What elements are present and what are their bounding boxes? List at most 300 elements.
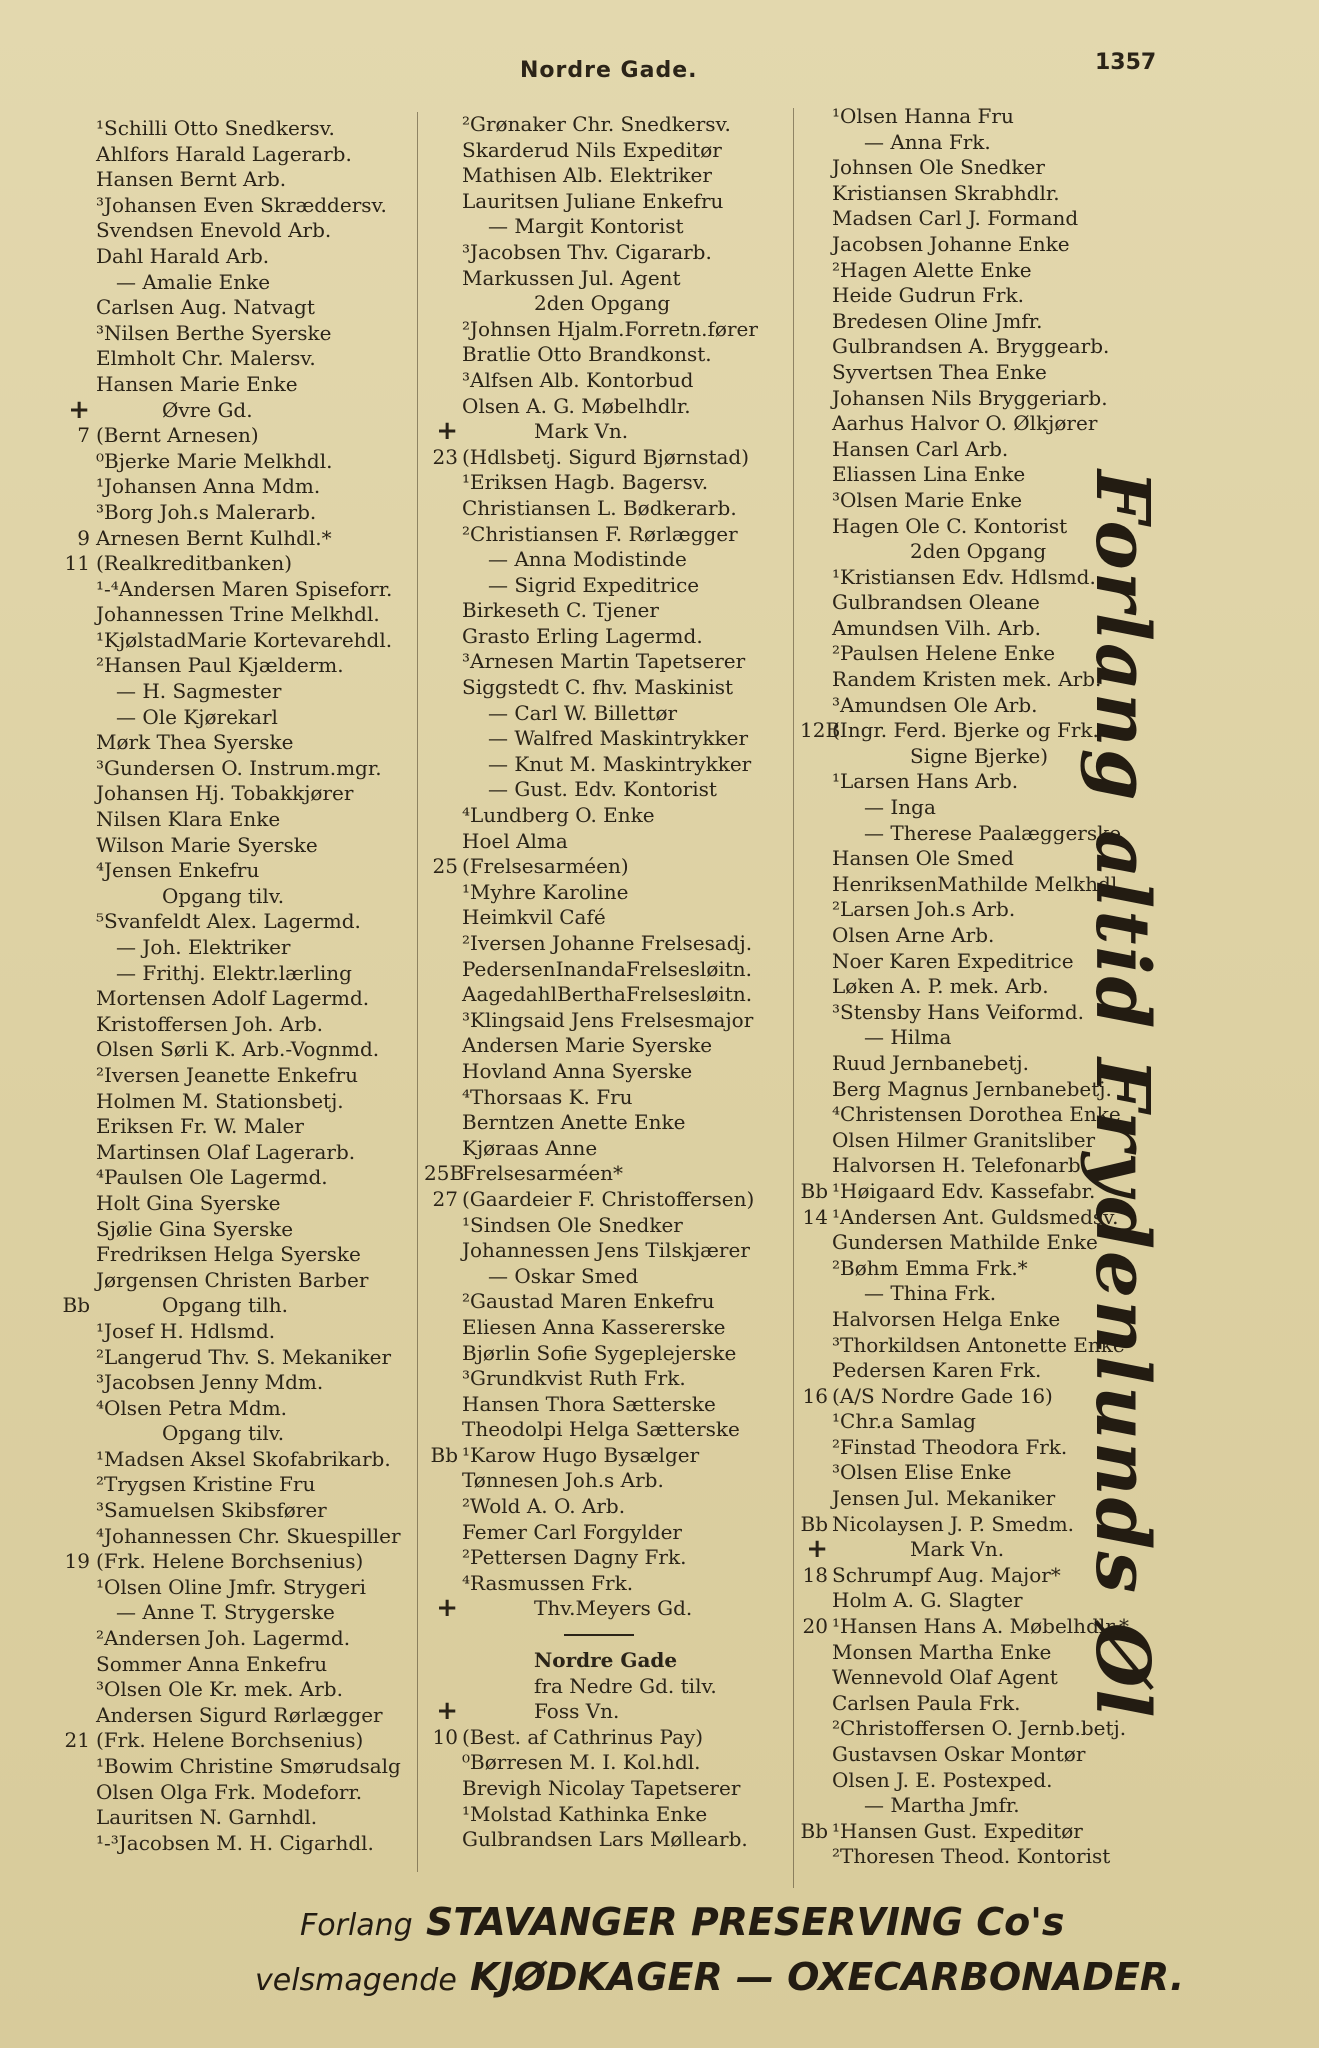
entry-text: Opgang tilv. (162, 883, 285, 908)
entry-text: ²Iversen Johanne Frelsesadj. (462, 931, 753, 955)
entry-text: Jacobsen Johanne Enke (832, 231, 1070, 256)
entry-text: Hansen Bernt Arb. (96, 167, 287, 192)
directory-entry (52, 167, 442, 193)
directory-entry (52, 935, 442, 961)
directory-entry (52, 1012, 442, 1038)
entry-text: Mark Vn. (534, 419, 629, 444)
directory-entry (52, 1037, 442, 1063)
entry-text: — Anna Frk. (864, 129, 991, 154)
directory-entry (424, 1520, 824, 1546)
entry-text: Jørgensen Christen Barber (96, 1267, 369, 1292)
directory-entry (424, 1545, 824, 1571)
entry-text: ³Stensby Hans Veiformd. (832, 999, 1085, 1024)
entry-text: ⁴Johannessen Chr. Skuespiller (96, 1523, 401, 1548)
entry-text: Markussen Jul. Agent (462, 265, 681, 290)
directory-entry (52, 1370, 442, 1396)
house-number: 25B (424, 1161, 465, 1186)
ad-prefix: Forlang (300, 1908, 413, 1943)
entry-text: — Amalie Enke (116, 269, 271, 294)
entry-text: (Ingr. Ferd. Bjerke og Frk. (832, 718, 1099, 743)
entry-text: ²Andersen Joh. Lagermd. (96, 1626, 351, 1651)
directory-entry (424, 1417, 824, 1443)
entry-text: — Martha Jmfr. (864, 1793, 1020, 1818)
entry-text: ³Arnesen Martin Tapetserer (462, 649, 746, 674)
entry-text: Halvorsen H. Telefonarb. (832, 1153, 1087, 1178)
directory-entry (424, 416, 824, 447)
directory-entry (800, 155, 1180, 181)
house-number: 7 (77, 423, 90, 448)
entry-text: ³Gundersen O. Instrum.mgr. (96, 755, 382, 780)
entry-text: — Therese Paalæggerske (864, 820, 1122, 845)
directory-entry (52, 244, 442, 270)
entry-text: Olsen Sørli K. Arb.-Vognmd. (96, 1037, 380, 1062)
directory-entry (52, 449, 442, 475)
directory-entry (52, 295, 442, 321)
directory-entry (424, 1264, 824, 1290)
entry-text: Hansen Thora Sætterske (462, 1391, 716, 1416)
directory-entry (424, 1776, 824, 1802)
directory-entry (424, 803, 824, 829)
entry-text: Andersen Marie Syerske (462, 1033, 713, 1058)
directory-entry (52, 1268, 442, 1294)
directory-entry (424, 905, 824, 931)
directory-entry (424, 163, 824, 189)
entry-text: Holmen M. Stationsbetj. (96, 1088, 344, 1113)
entry-text: Mortensen Adolf Lagermd. (96, 986, 370, 1011)
entry-text: Eliassen Lina Enke (832, 462, 1026, 487)
entry-text: Johannessen Trine Melkhdl. (96, 602, 380, 627)
directory-entry (52, 1396, 442, 1422)
ad-main-text: KJØDKAGER — OXECARBONADER. (470, 1955, 1185, 1999)
entry-text: ²Wold A. O. Arb. (462, 1494, 626, 1519)
entry-text: Amundsen Vilh. Arb. (832, 615, 1041, 640)
directory-entry (52, 1293, 442, 1319)
ad-prefix: velsmagende (255, 1963, 457, 1998)
entry-text: Johansen Nils Bryggeriarb. (832, 385, 1108, 410)
directory-entry (424, 1750, 824, 1776)
entry-text: (Best. af Cathrinus Pay) (462, 1724, 704, 1749)
directory-entry (52, 1703, 442, 1729)
entry-text: Hansen Marie Enke (96, 371, 298, 396)
entry-text: Syvertsen Thea Enke (832, 359, 1047, 384)
directory-entry (424, 138, 824, 164)
entry-text: ²Thoresen Theod. Kontorist (832, 1844, 1111, 1869)
entry-text: Madsen Carl J. Formand (832, 206, 1079, 231)
entry-text: Olsen Hilmer Granitsliber (832, 1127, 1096, 1152)
entry-text: Berntzen Anette Enke (462, 1110, 686, 1135)
ad-main-text: STAVANGER PRESERVING Co's (425, 1900, 1065, 1944)
entry-text: ³Thorkildsen Antonette Enke (832, 1332, 1125, 1357)
entry-text: Hansen Ole Smed (832, 846, 1014, 871)
house-number: 9 (77, 525, 90, 550)
directory-column-1 (52, 116, 442, 1856)
entry-text: (Frk. Helene Borchsenius) (96, 1549, 364, 1574)
directory-entry (52, 1472, 442, 1498)
entry-text: ³Samuelsen Skibsfører (96, 1498, 327, 1523)
entry-text: Gundersen Mathilde Enke (832, 1230, 1098, 1255)
directory-entry (52, 1575, 442, 1601)
entry-text: Ahlfors Harald Lagerarb. (96, 141, 352, 166)
entry-text: ²Paulsen Helene Enke (832, 641, 1056, 666)
entry-text: Halvorsen Helga Enke (832, 1306, 1061, 1331)
directory-entry (52, 193, 442, 219)
directory-entry (424, 291, 824, 317)
directory-entry (52, 1754, 442, 1780)
entry-text: Christiansen L. Bødkerarb. (462, 495, 737, 520)
directory-entry (424, 649, 824, 675)
directory-entry (52, 1191, 442, 1217)
entry-text: Andersen Sigurd Rørlægger (96, 1702, 383, 1727)
entry-text: Sjølie Gina Syerske (96, 1216, 294, 1241)
entry-text: ¹Hansen Hans A. Møbelhdlr.* (832, 1614, 1129, 1639)
entry-text: Kristiansen Skrabhdlr. (832, 180, 1060, 205)
directory-entry (52, 705, 442, 731)
directory-entry (424, 1443, 824, 1469)
directory-entry (52, 1242, 442, 1268)
house-number: 21 (64, 1728, 90, 1753)
directory-entry (800, 1716, 1180, 1742)
house-number: 19 (64, 1549, 90, 1574)
directory-entry (424, 496, 824, 522)
vertical-advertisement: Forlang altid Frydenlunds Øl (1079, 470, 1165, 1720)
entry-text: (Frk. Helene Borchsenius) (96, 1728, 364, 1753)
entry-text: ⁴Lundberg O. Enke (462, 803, 655, 828)
entry-text: Brevigh Nicolay Tapetserer (462, 1776, 741, 1800)
directory-entry (424, 1725, 824, 1751)
entry-text: — Sigrid Expeditrice (488, 572, 700, 597)
directory-entry (424, 854, 824, 880)
directory-entry (424, 1238, 824, 1264)
entry-text: ¹Johansen Anna Mdm. (96, 474, 321, 499)
directory-entry (52, 1600, 442, 1626)
directory-entry (52, 372, 442, 398)
directory-entry (424, 624, 824, 650)
directory-entry (424, 240, 824, 266)
directory-entry (52, 577, 442, 603)
directory-entry (52, 1114, 442, 1140)
directory-entry (424, 214, 824, 240)
directory-entry (424, 1136, 824, 1162)
entry-text: ¹Madsen Aksel Skofabrikarb. (96, 1446, 391, 1471)
directory-entry (52, 679, 442, 705)
entry-text: Lauritsen Juliane Enkefru (462, 188, 724, 213)
entry-text: Øvre Gd. (162, 397, 253, 422)
entry-text: ⁴Jensen Enkefru (96, 858, 260, 883)
entry-text: — Oskar Smed (488, 1263, 639, 1288)
house-number: Bb (800, 1818, 828, 1843)
directory-entry (52, 1677, 442, 1703)
entry-text: Olsen Olga Frk. Modeforr. (96, 1779, 363, 1804)
directory-entry (52, 1140, 442, 1166)
entry-text: ³Olsen Marie Enke (832, 487, 1023, 512)
entry-text: Fredriksen Helga Syerske (96, 1242, 361, 1267)
entry-text: — Gust. Edv. Kontorist (488, 777, 717, 802)
directory-entry (424, 522, 824, 548)
entry-text: Holt Gina Syerske (96, 1190, 281, 1215)
house-number: 27 (432, 1186, 458, 1211)
entry-text: Olsen Arne Arb. (832, 923, 995, 947)
directory-entry (52, 909, 442, 935)
directory-entry (52, 961, 442, 987)
entry-text: — Frithj. Elektr.lærling (116, 960, 352, 985)
directory-entry (800, 386, 1180, 412)
entry-text: Birkeseth C. Tjener (462, 598, 659, 623)
directory-entry (800, 309, 1180, 335)
directory-entry (800, 206, 1180, 232)
entry-text: ¹Molstad Kathinka Enke (462, 1801, 708, 1826)
house-number: 20 (802, 1614, 828, 1639)
house-number: 11 (64, 551, 90, 576)
entry-text: ⁰Bjerke Marie Melkhdl. (96, 448, 333, 473)
entry-text: Randem Kristen mek. Arb. (832, 667, 1102, 692)
entry-text: (Realkreditbanken) (96, 551, 293, 576)
entry-text: ¹Myhre Karoline (462, 879, 629, 904)
directory-entry (52, 394, 442, 425)
directory-entry (52, 807, 442, 833)
directory-entry (424, 598, 824, 624)
entry-text: Olsen J. E. Postexped. (832, 1767, 1053, 1792)
entry-text: Carlsen Aug. Natvagt (96, 295, 315, 320)
entry-text: Johnsen Ole Snedker (832, 155, 1045, 180)
entry-text: Heimkvil Café (462, 905, 606, 930)
entry-text: Berg Magnus Jernbanebetj. (832, 1076, 1112, 1101)
directory-entry (52, 1831, 442, 1857)
entry-text: Johannessen Jens Tilskjærer (462, 1238, 750, 1263)
entry-text: Jensen Jul. Mekaniker (832, 1486, 1056, 1511)
directory-entry (424, 1392, 824, 1418)
entry-text: Wilson Marie Syerske (96, 832, 318, 857)
directory-entry (52, 1652, 442, 1678)
directory-entry (800, 258, 1180, 284)
entry-text: — Joh. Elektriker (116, 935, 291, 959)
entry-text: Holm A. G. Slagter (832, 1588, 1023, 1613)
directory-entry (52, 1165, 442, 1191)
entry-text: Theodolpi Helga Sætterske (462, 1417, 740, 1442)
directory-entry (424, 777, 824, 803)
directory-entry (52, 1319, 442, 1345)
entry-text: (Bernt Arnesen) (96, 423, 259, 448)
entry-text: ³Olsen Elise Enke (832, 1460, 1012, 1485)
directory-column-2 (424, 112, 824, 1853)
entry-text: AagedahlBerthaFrelsesløitn. (462, 982, 753, 1007)
entry-text: Nilsen Klara Enke (96, 807, 281, 832)
entry-text: — Anna Modistinde (488, 547, 687, 572)
entry-text: Løken A. P. mek. Arb. (832, 974, 1049, 999)
entry-text: Ruud Jernbanebetj. (832, 1050, 1029, 1075)
entry-text: — Hilma (864, 1025, 952, 1050)
entry-text: Monsen Martha Enke (832, 1639, 1052, 1664)
directory-entry (52, 1728, 442, 1754)
entry-text: ¹Schilli Otto Snedkersv. (96, 116, 335, 140)
entry-text: ¹Hansen Gust. Expeditør (832, 1818, 1083, 1843)
directory-entry (52, 142, 442, 168)
entry-text: ³Olsen Ole Kr. mek. Arb. (96, 1677, 343, 1702)
directory-entry (424, 931, 824, 957)
entry-text: HenriksenMathilde Melkhdl. (832, 871, 1124, 896)
entry-text: ¹Høigaard Edv. Kassefabr. (832, 1178, 1096, 1203)
directory-entry (424, 1802, 824, 1828)
entry-text: Svendsen Enevold Arb. (96, 218, 332, 243)
directory-entry (52, 1780, 442, 1806)
directory-entry (424, 470, 824, 496)
entry-text: Thv.Meyers Gd. (534, 1596, 693, 1621)
entry-text: Nordre Gade (534, 1648, 678, 1673)
directory-entry (52, 423, 442, 449)
entry-text: ²Pettersen Dagny Frk. (462, 1545, 687, 1570)
entry-text: ¹-³Jacobsen M. H. Cigarhdl. (96, 1830, 374, 1855)
entry-text: Pedersen Karen Frk. (832, 1358, 1042, 1383)
directory-entry (800, 1844, 1180, 1870)
directory-entry (424, 394, 824, 420)
entry-text: ¹Karow Hugo Bysælger (462, 1442, 700, 1467)
directory-entry (52, 1549, 442, 1575)
entry-text: Tønnesen Joh.s Arb. (462, 1468, 664, 1493)
entry-text: ²Hansen Paul Kjælderm. (96, 653, 344, 678)
entry-text: ²Grønaker Chr. Snedkersv. (462, 112, 731, 136)
directory-entry (424, 1008, 824, 1034)
entry-text: Schrumpf Aug. Major* (832, 1562, 1061, 1587)
entry-text: ³Amundsen Ole Arb. (832, 692, 1038, 717)
house-number: 16 (802, 1383, 828, 1408)
cross-street-marker: + (68, 394, 90, 425)
directory-entry (52, 551, 442, 577)
entry-text: ¹-⁴Andersen Maren Spiseforr. (96, 576, 393, 601)
directory-entry (52, 218, 442, 244)
house-number: 25 (432, 854, 458, 879)
entry-text: Noer Karen Expeditrice (832, 948, 1074, 973)
directory-entry (52, 321, 442, 347)
directory-entry (424, 1341, 824, 1367)
entry-text: Mørk Thea Syerske (96, 730, 294, 755)
house-number: 10 (432, 1724, 458, 1749)
entry-text: ²Hagen Alette Enke (832, 257, 1032, 282)
directory-entry (52, 1524, 442, 1550)
entry-text: — Walfred Maskintrykker (488, 726, 749, 751)
entry-text: Aarhus Halvor O. Ølkjører (832, 411, 1098, 436)
entry-text: ¹Olsen Hanna Fru (832, 104, 1014, 128)
entry-text: ¹Josef H. Hdlsmd. (96, 1318, 276, 1343)
entry-text: Sommer Anna Enkefru (96, 1651, 328, 1676)
page-title: Nordre Gade. (520, 58, 698, 83)
house-number: 18 (802, 1562, 828, 1587)
entry-text: Gulbrandsen Lars Møllearb. (462, 1827, 748, 1852)
directory-entry (800, 104, 1180, 130)
directory-entry (424, 1161, 824, 1187)
entry-text: Siggstedt C. fhv. Maskinist (462, 675, 734, 700)
directory-entry (52, 986, 442, 1012)
directory-entry (424, 1674, 824, 1700)
entry-text: 2den Opgang (910, 539, 1047, 564)
directory-entry (424, 1494, 824, 1520)
entry-text: Skarderud Nils Expeditør (462, 137, 722, 162)
entry-text: ⁰Børresen M. I. Kol.hdl. (462, 1750, 701, 1775)
directory-entry (424, 547, 824, 573)
entry-text: ⁵Svanfeldt Alex. Lagermd. (96, 909, 361, 934)
entry-text: Kjøraas Anne (462, 1135, 598, 1160)
directory-entry (800, 334, 1180, 360)
directory-entry (424, 1696, 824, 1727)
entry-text: ²Langerud Thv. S. Mekaniker (96, 1344, 392, 1369)
entry-text: fra Nedre Gd. tilv. (534, 1673, 717, 1698)
page-number: 1357 (1095, 50, 1157, 75)
directory-entry (424, 1085, 824, 1111)
directory-entry (424, 445, 824, 471)
entry-text: Eriksen Fr. W. Maler (96, 1114, 304, 1139)
entry-text: — Ole Kjørekarl (116, 704, 278, 729)
entry-text: 2den Opgang (534, 291, 671, 316)
entry-text: PedersenInandaFrelsesløitn. (462, 956, 753, 981)
directory-entry (424, 112, 824, 138)
entry-text: ¹Kristiansen Edv. Hdlsmd. (832, 564, 1096, 589)
entry-text: — Inga (864, 795, 936, 820)
house-number: Bb (62, 1293, 90, 1318)
entry-text: ³Jacobsen Thv. Cigararb. (462, 239, 712, 264)
entry-text: ²Johnsen Hjalm.Forretn.fører (462, 316, 758, 341)
directory-entry (424, 1033, 824, 1059)
entry-text: ³Jacobsen Jenny Mdm. (96, 1370, 324, 1395)
directory-entry (800, 232, 1180, 258)
house-number: 12B (800, 718, 841, 743)
directory-entry (52, 884, 442, 910)
directory-entry (424, 982, 824, 1008)
entry-text: Olsen A. G. Møbelhdlr. (462, 393, 691, 418)
directory-entry (52, 270, 442, 296)
directory-entry (52, 653, 442, 679)
bottom-advertisement-line-1 (300, 1900, 1065, 1944)
entry-text: Eliesen Anna Kassererske (462, 1314, 726, 1339)
entry-text: ¹Bowim Christine Smørudsalg (96, 1754, 401, 1778)
directory-entry (424, 189, 824, 215)
entry-text: Bratlie Otto Brandkonst. (462, 342, 712, 367)
directory-entry (424, 726, 824, 752)
directory-entry (424, 957, 824, 983)
directory-entry (424, 1648, 824, 1674)
directory-entry (424, 1289, 824, 1315)
entry-text: ²Finstad Theodora Frk. (832, 1434, 1068, 1459)
house-number: 14 (802, 1204, 828, 1229)
directory-entry (424, 701, 824, 727)
entry-text: ³Grundkvist Ruth Frk. (462, 1366, 686, 1391)
directory-entry (52, 474, 442, 500)
directory-entry (424, 368, 824, 394)
entry-text: Johansen Hj. Tobakkjører (96, 781, 354, 806)
directory-entry (424, 1468, 824, 1494)
directory-entry (424, 266, 824, 292)
directory-entry (52, 1447, 442, 1473)
directory-entry (424, 317, 824, 343)
directory-entry (800, 437, 1180, 463)
entry-text: ¹Chr.a Samlag (832, 1409, 976, 1434)
entry-text: ¹KjølstadMarie Kortevarehdl. (96, 627, 393, 652)
entry-text: — Margit Kontorist (488, 214, 684, 239)
directory-entry (800, 360, 1180, 386)
entry-text: — Thina Frk. (864, 1281, 997, 1306)
directory-entry (52, 1345, 442, 1371)
house-number: Bb (800, 1511, 828, 1536)
directory-entry (52, 346, 442, 372)
entry-text: Signe Bjerke) (910, 743, 1049, 768)
directory-entry (424, 1315, 824, 1341)
directory-entry (52, 116, 442, 142)
directory-entry (52, 1217, 442, 1243)
entry-text: ¹Larsen Hans Arb. (832, 769, 1019, 794)
directory-entry (800, 181, 1180, 207)
entry-text: Arnesen Bernt Kulhdl.* (96, 525, 332, 550)
directory-entry (800, 1768, 1180, 1794)
entry-text: — Knut M. Maskintrykker (488, 751, 752, 776)
entry-text: Heide Gudrun Frk. (832, 283, 1024, 308)
house-number: 23 (432, 444, 458, 469)
